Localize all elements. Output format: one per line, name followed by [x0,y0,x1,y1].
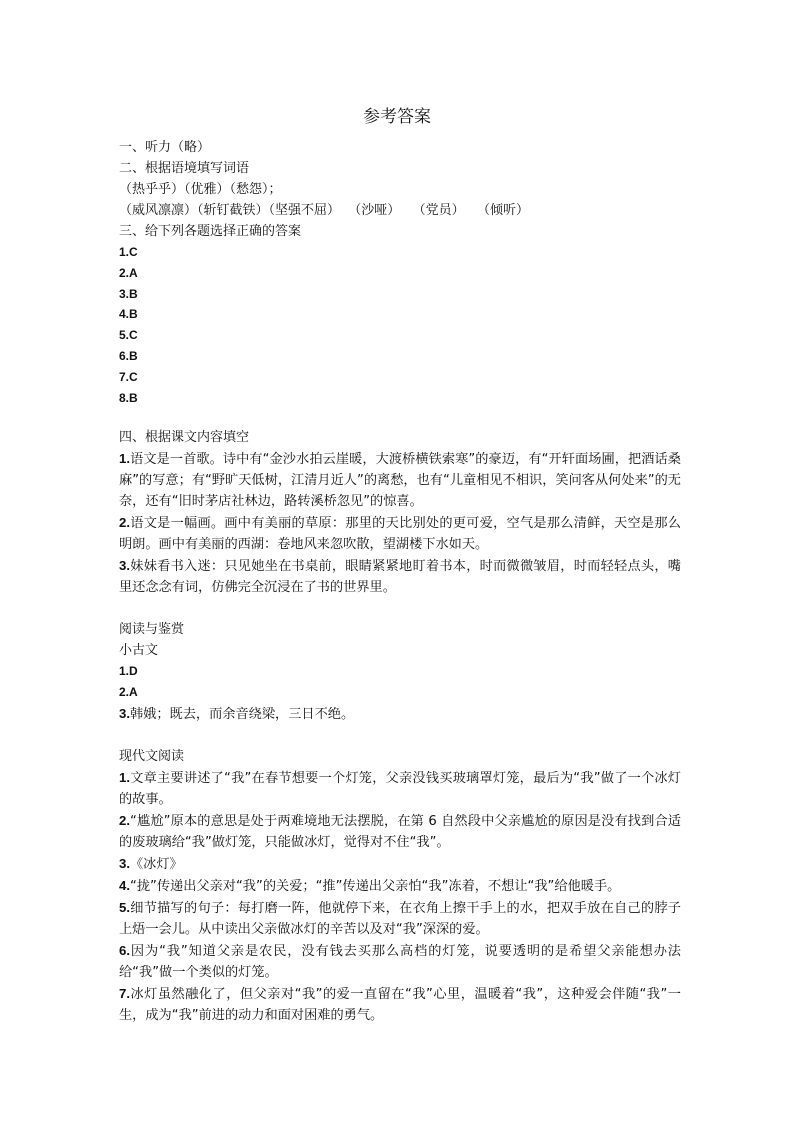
choice-answer: 1.C [119,245,138,259]
answer-content [119,137,681,1026]
classical-answer [119,661,681,682]
item-number: 2. [119,685,130,700]
modern-answer [119,875,681,897]
modern-answer [119,897,681,940]
item-text: 文章主要讲述了“我”在春节想要一个灯笼，父亲没钱买玻璃罩灯笼，最后为“我”做了一个冰灯的故事。 [119,770,681,807]
item-text: 韩娥；既去，而余音绕梁，三日不绝。 [130,706,355,722]
fill-answer-paragraph [119,448,681,512]
choice-answer: 2.A [119,265,138,280]
choice-answer: 3.B [119,286,138,301]
spacer [119,598,681,619]
modern-answer [119,767,681,810]
classical-answer [119,703,681,725]
section-listening: 一、听力（略） [119,140,211,155]
classical-heading: 小古文 [119,643,159,659]
classical-answer [119,682,681,703]
item-text: “尴尬”原本的意思是处于两难境地无法摆脱，在第 6 自然段中父亲尴尬的原因是没有找到合适的废玻璃给“我”做灯笼，只能做冰灯，觉得对不住“我”。 [119,813,681,850]
choice-answer: 6.B [119,348,138,363]
modern-reading-heading: 现代文阅读 [119,748,185,764]
item-number: 1. [119,664,130,679]
item-number: 2. [119,812,130,828]
item-number: 3. [119,558,130,574]
item-text: A [129,685,138,700]
spacer [119,725,681,746]
section-vocabulary-heading: 二、根据语境填写词语 [119,161,250,176]
item-number: 2. [119,515,130,531]
item-text: 妹妹看书入迷：只见她坐在书桌前，眼睛紧紧地盯着书本，时而微微皱眉，时而轻轻点头，嘴里还念念有词，仿佛完全沉浸在了书的世界里。 [119,559,681,596]
modern-answer [119,853,681,875]
choice-answer: 7.C [119,369,138,384]
fill-answer-paragraph [119,555,681,598]
item-text: 语文是一首歌。诗中有“金沙水拍云崖暖，大渡桥横铁索寒”的豪迈，有“开轩面场圃，把酒话桑麻”的写意；有“野旷天低树，江清月近人”的离愁，也有“儿童相见不相识，笑问客从何处来”的无奈，还有“旧时茅店社林边，路转溪桥忽见”的惊喜。 [119,452,681,510]
item-number: 1. [119,769,130,785]
section-choice-heading: 三、给下列各题选择正确的答案 [119,224,302,239]
item-number: 3. [119,855,130,871]
vocabulary-answers-row-2: （威风凛凛）（斩钉截铁）（坚强不屈） （沙哑） （党员） （倾听） [119,203,530,218]
item-text: D [129,664,138,679]
item-text: “拢”传递出父亲对“我”的关爱；“推”传递出父亲怕“我”冻着，不想让“我”给他暖手。 [130,878,621,894]
item-text: 细节描写的句子：每打磨一阵，他就停下来，在衣角上擦干手上的水，把双手放在自己的脖子上焐一会儿。从中读出父亲做冰灯的辛苦以及对“我”深深的爱。 [119,900,681,937]
choice-answer: 4.B [119,307,138,322]
spacer [119,408,681,427]
item-number: 3. [119,705,130,721]
modern-answer [119,983,681,1026]
item-text: 语文是一幅画。画中有美丽的草原：那里的天比别处的更可爱，空气是那么清鲜，天空是那么明朗。画中有美丽的西湖：卷地风来忽吹散，望湖楼下水如天。 [119,516,681,553]
item-number: 6. [119,942,130,958]
item-number: 4. [119,877,130,893]
item-number: 1. [119,451,130,467]
section-fill-heading: 四、根据课文内容填空 [119,430,250,446]
page-title: 参考答案 [363,107,431,127]
reading-heading: 阅读与鉴赏 [119,622,185,638]
modern-answer [119,940,681,983]
item-number: 5. [119,899,130,915]
fill-answer-paragraph [119,512,681,555]
choice-answer: 5.C [119,328,138,343]
vocabulary-answers-row-1: （热乎乎）（优雅）（愁怨）； [119,182,282,197]
item-text: 冰灯虽然融化了，但父亲对“我”的爱一直留在“我”心里，温暖着“我”，这种爱会伴随“我”一生，成为“我”前进的动力和面对困难的勇气。 [119,986,681,1023]
item-text: 因为“我”知道父亲是农民，没有钱去买那么高档的灯笼，说要透明的是希望父亲能想办法给“我”做一个类似的灯笼。 [119,943,681,980]
modern-answer [119,810,681,853]
item-text: 《冰灯》 [130,856,183,872]
choice-answer: 8.B [119,390,138,405]
item-number: 7. [119,985,130,1001]
